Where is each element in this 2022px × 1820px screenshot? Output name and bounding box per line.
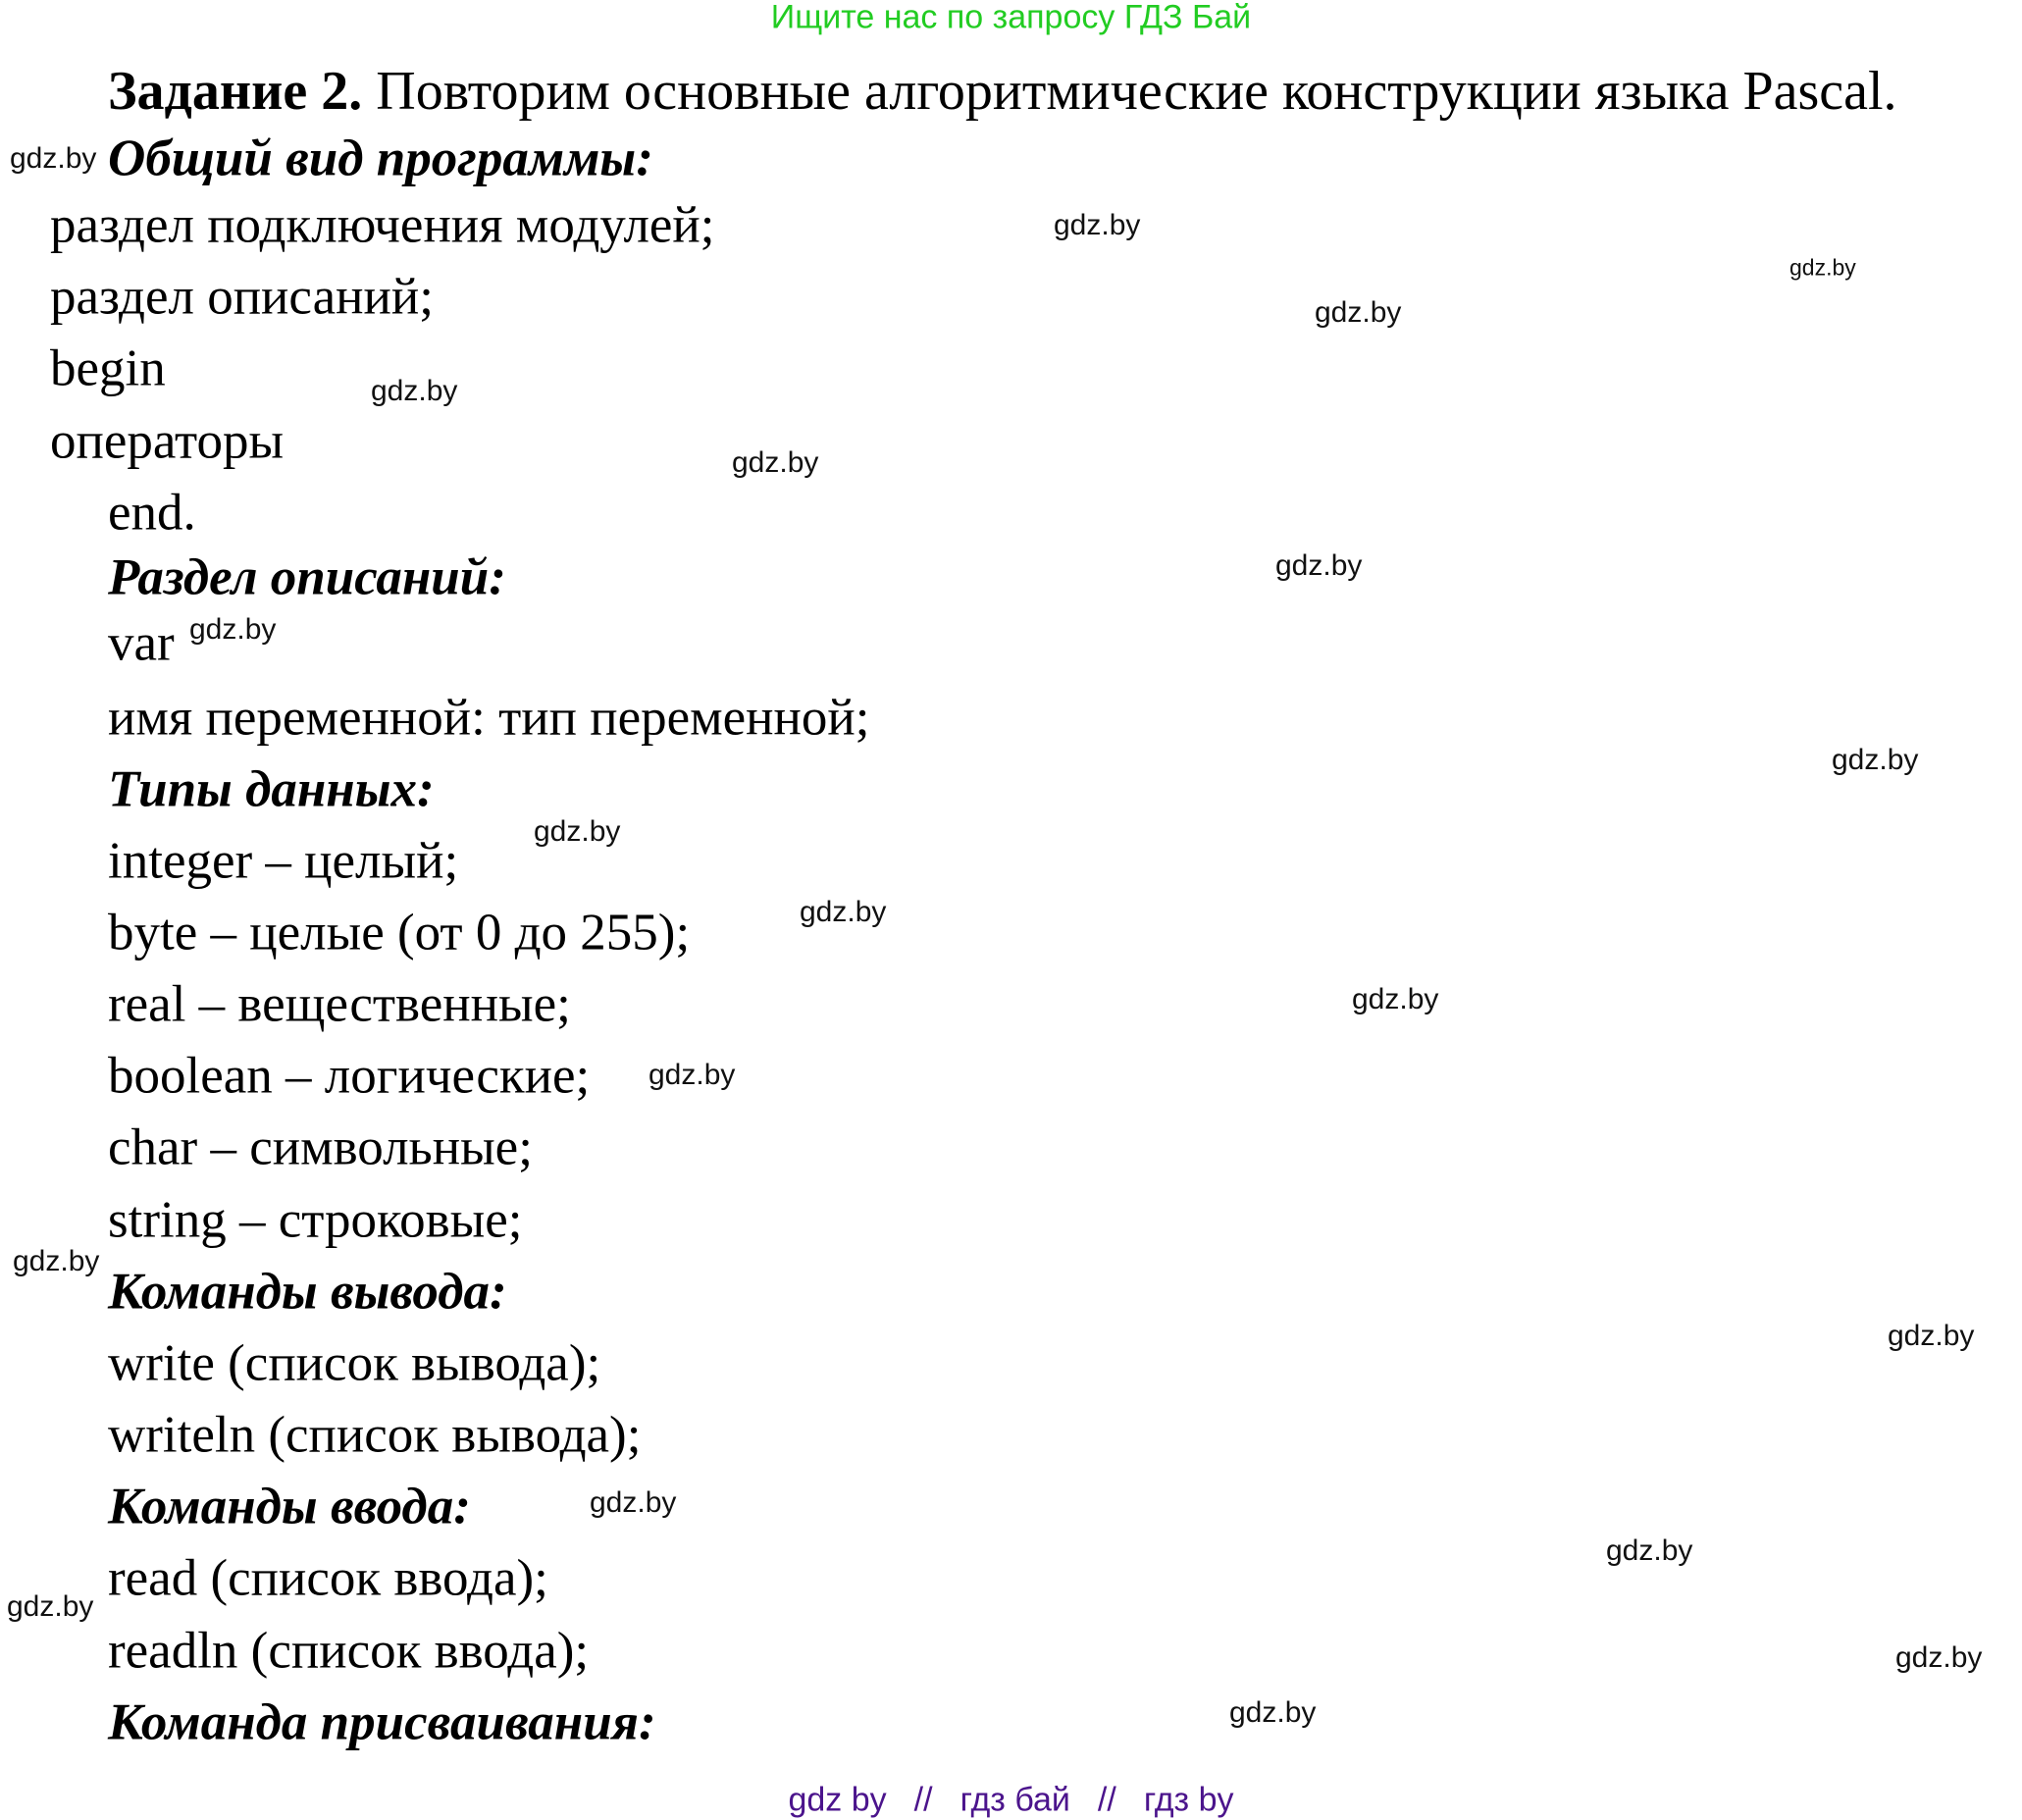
heading-assignment: Команда присваивания: <box>108 1693 656 1751</box>
heading-declarations: Раздел описаний: <box>108 548 506 606</box>
footer-link-gdz-by-cyr[interactable]: гдз by <box>1143 1781 1234 1819</box>
text-line: раздел описаний; <box>50 268 434 326</box>
watermark: gdz.by <box>1606 1534 1693 1567</box>
text-line: writeln (список вывода); <box>108 1406 642 1464</box>
watermark: gdz.by <box>7 1590 94 1623</box>
watermark: gdz.by <box>189 613 277 646</box>
watermark: gdz.by <box>800 896 887 928</box>
text-line: boolean – логические; <box>108 1047 591 1105</box>
watermark: gdz.by <box>1275 549 1363 582</box>
task-number: Задание 2. <box>108 61 363 122</box>
search-banner: Ищите нас по запросу ГДЗ Бай <box>770 0 1252 36</box>
text-line: byte – целые (от 0 до 255); <box>108 904 691 962</box>
watermark: gdz.by <box>1229 1696 1317 1729</box>
task-title <box>108 60 1897 123</box>
watermark: gdz.by <box>371 375 458 407</box>
watermark: gdz.by <box>1895 1641 1983 1674</box>
text-line: read (список ввода); <box>108 1549 548 1607</box>
footer-link-gdz-bai[interactable]: гдз бай <box>959 1781 1070 1819</box>
text-line: real – вещественные; <box>108 975 571 1033</box>
watermark: gdz.by <box>590 1486 677 1519</box>
text-line: var <box>108 614 175 672</box>
text-line: char – символьные; <box>108 1118 533 1176</box>
watermark: gdz.by <box>1888 1320 1975 1352</box>
watermark: gdz.by <box>1054 209 1141 241</box>
watermark: gdz.by <box>1832 744 1919 776</box>
text-line: readln (список ввода); <box>108 1622 590 1680</box>
text-line: begin <box>50 339 166 397</box>
watermark: gdz.by <box>732 446 819 479</box>
task-text: Повторим основные алгоритмические конструкции языка Pascal. <box>362 61 1897 122</box>
text-line: integer – целый; <box>108 832 459 890</box>
text-line: end. <box>108 484 196 542</box>
text-line: операторы <box>50 412 285 470</box>
heading-program-structure: Общий вид программы: <box>108 130 653 187</box>
footer-link-gdz-by[interactable]: gdz by <box>788 1781 887 1819</box>
text-line: string – строковые; <box>108 1191 523 1249</box>
watermark: gdz.by <box>1352 983 1439 1015</box>
heading-output-commands: Команды вывода: <box>108 1263 507 1321</box>
watermark: gdz.by <box>10 142 97 175</box>
text-line: write (список вывода); <box>108 1334 601 1392</box>
watermark: gdz.by <box>534 815 621 848</box>
watermark: gdz.by <box>13 1245 100 1277</box>
watermark: gdz.by <box>1315 296 1402 329</box>
watermark: gdz.by <box>1789 254 1856 281</box>
footer-separator: // <box>1097 1781 1116 1819</box>
text-line: раздел подключения модулей; <box>50 196 715 254</box>
footer-separator: // <box>913 1781 933 1819</box>
heading-data-types: Типы данных: <box>108 760 435 818</box>
footer-links <box>0 1782 2022 1820</box>
text-line: имя переменной: тип переменной; <box>108 689 870 747</box>
heading-input-commands: Команды ввода: <box>108 1478 471 1535</box>
watermark: gdz.by <box>648 1059 736 1091</box>
